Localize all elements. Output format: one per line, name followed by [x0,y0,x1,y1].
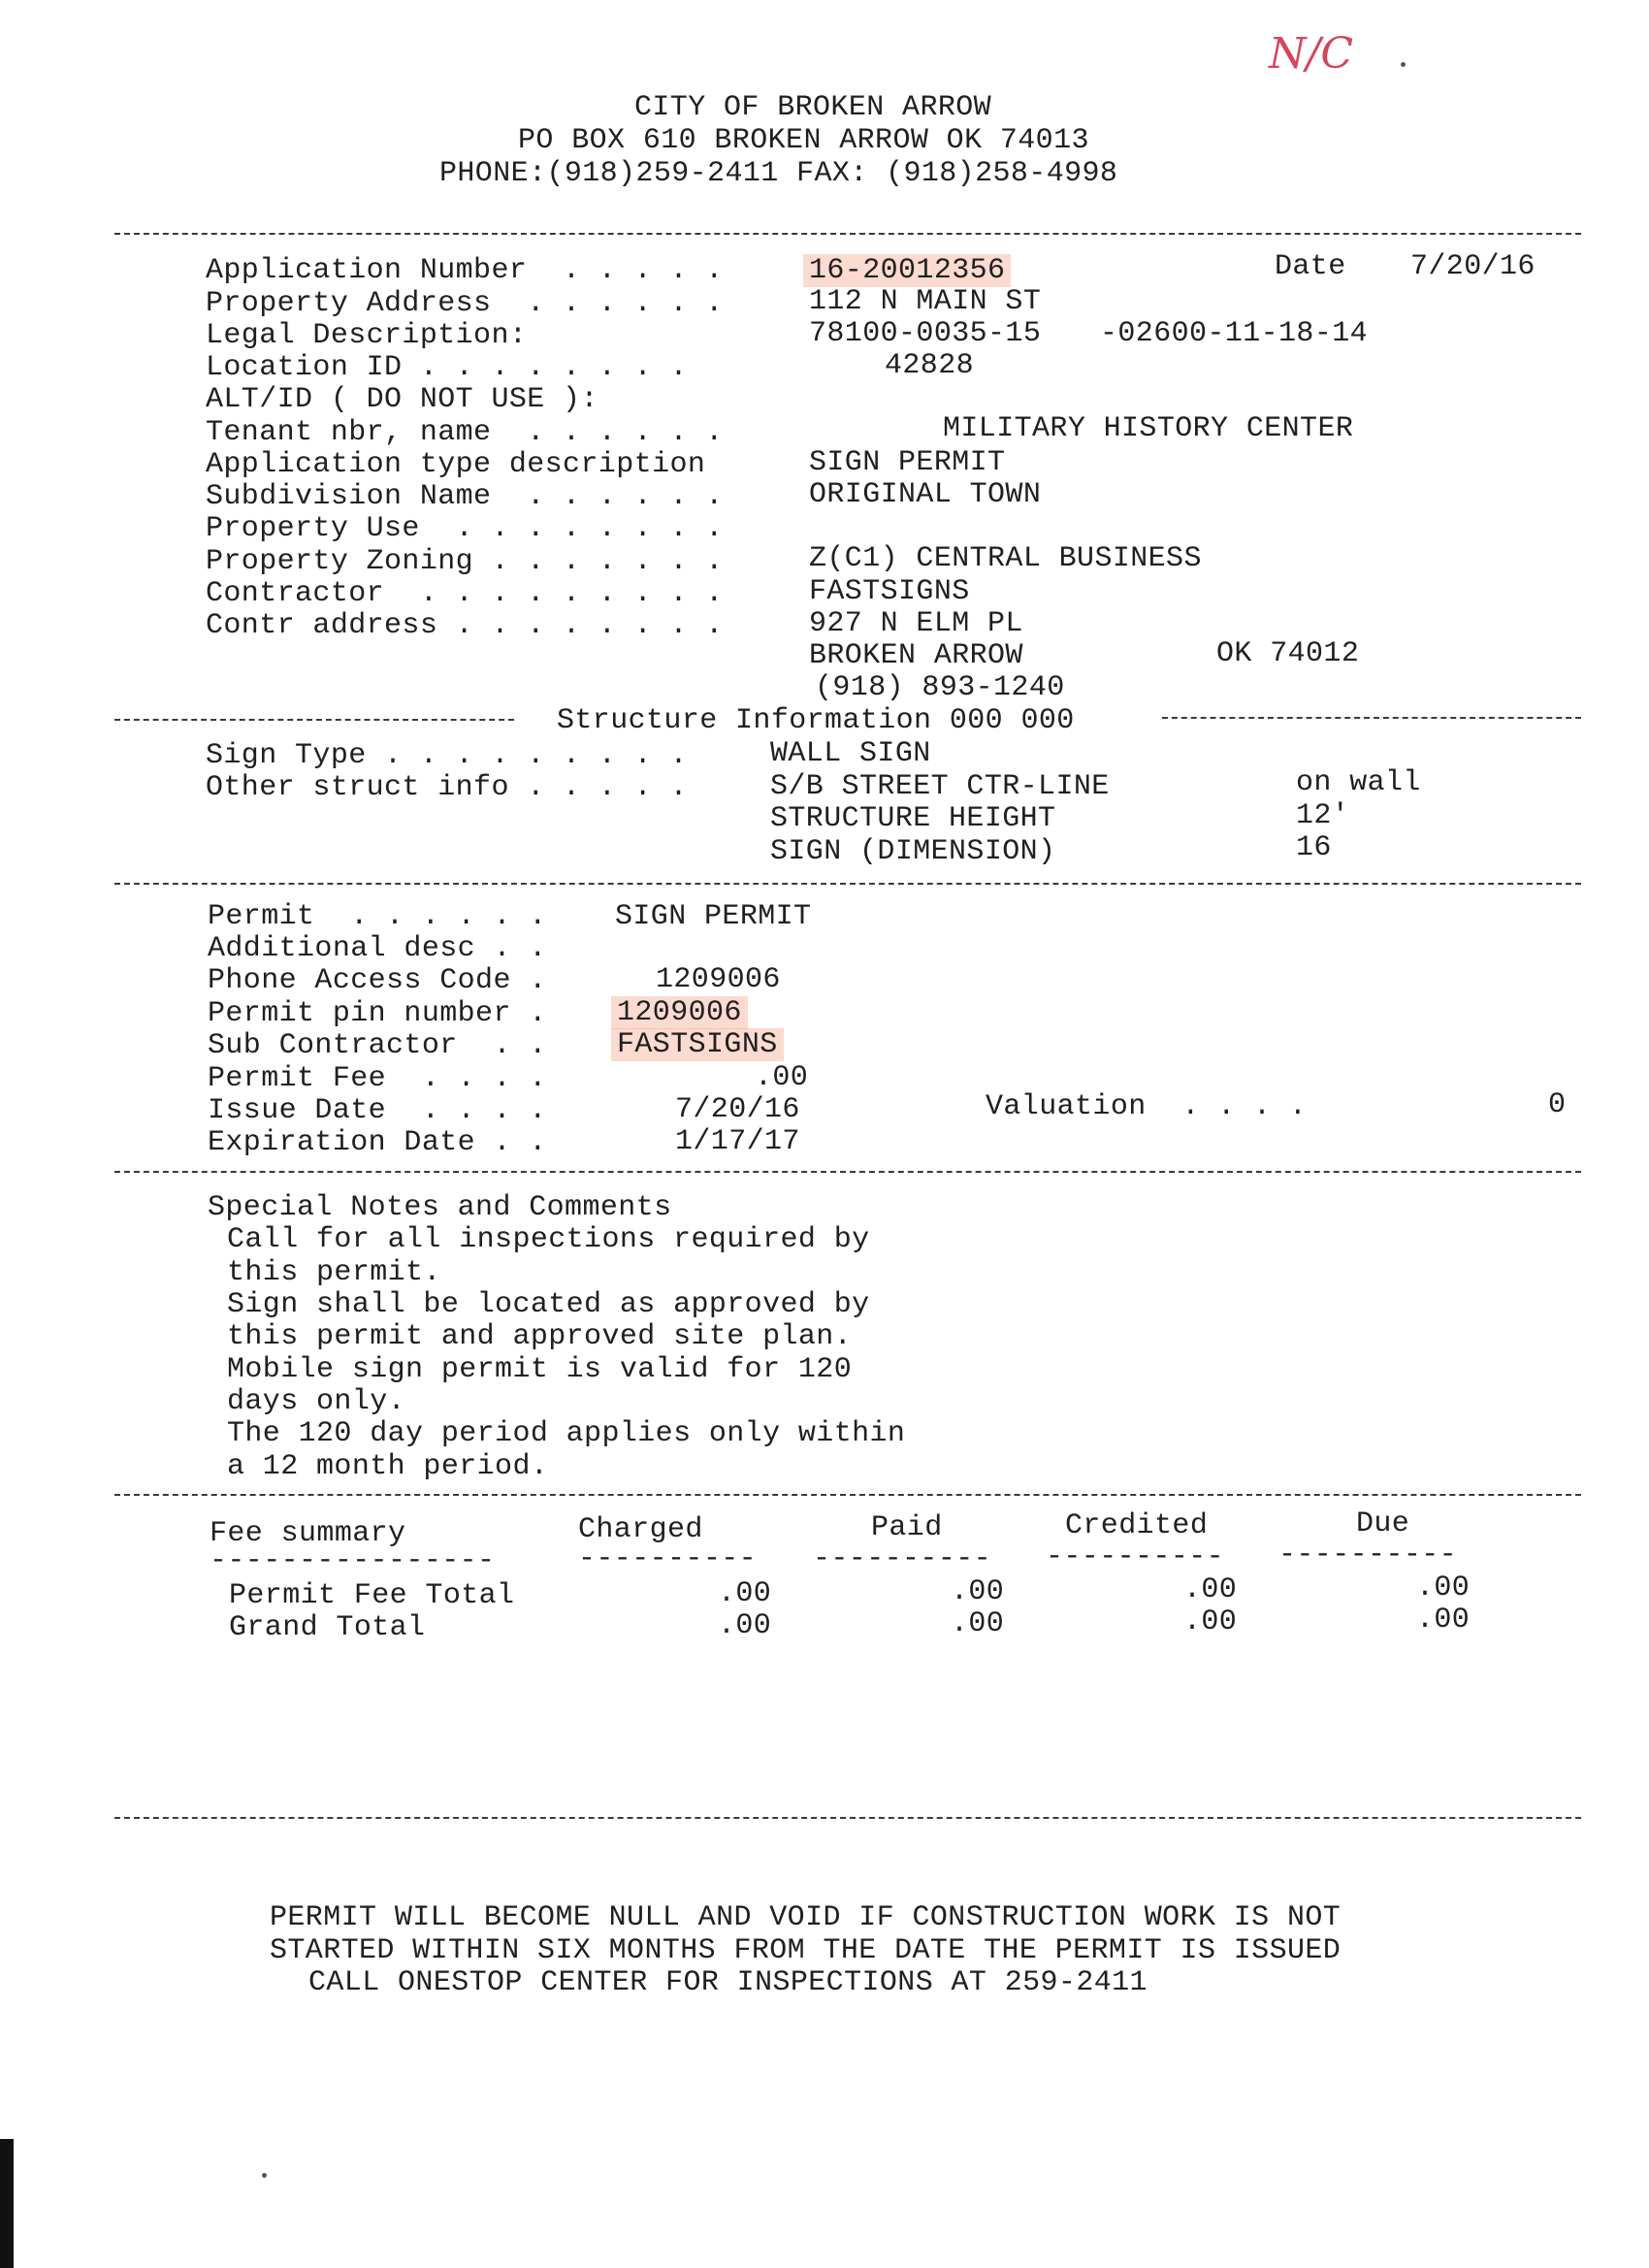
section-divider-right [1162,717,1581,719]
footer-warning-1: PERMIT WILL BECOME NULL AND VOID IF CONSTRUCTION WORK IS NOT [270,1901,1342,1934]
struct-row-value: 12' [1296,799,1350,832]
structure-heading: Structure Information 000 000 [557,704,1075,737]
fee-col-summary: Fee summary [210,1517,406,1550]
fee-col-credited: Credited [1065,1509,1209,1542]
section-divider [114,233,1581,235]
fee-row-due: .00 [1416,1571,1471,1604]
zoning-value: Z(C1) CENTRAL BUSINESS [809,542,1202,575]
contractor-label: Contractor . . . . . . . . . [206,577,724,610]
additional-desc-label: Additional desc . . [208,932,547,965]
note-line: Mobile sign permit is valid for 120 [227,1353,853,1386]
phone-access-code-label: Phone Access Code . [208,964,547,997]
issue-date-label: Issue Date . . . . [208,1094,547,1127]
section-divider [114,1171,1581,1173]
permit-pin-label: Permit pin number . [208,997,547,1030]
legal-desc-value-2: -02600-11-18-14 [1100,317,1369,350]
contr-address-state: OK 74012 [1216,637,1360,670]
permit-label: Permit . . . . . . [208,900,547,933]
fee-row-charged: .00 [718,1609,772,1642]
fee-row-credited: .00 [1183,1573,1238,1606]
header-city: CITY OF BROKEN ARROW [634,91,992,124]
subdivision-value: ORIGINAL TOWN [809,478,1042,511]
fee-row-credited: .00 [1183,1605,1238,1638]
permit-fee-value: .00 [755,1061,809,1094]
phone-access-code-value: 1209006 [656,963,781,996]
scan-speck [262,2173,267,2178]
fee-col-charged: Charged [578,1513,703,1546]
date-label: Date [1275,250,1346,283]
handwritten-nc-mark: N/C [1269,29,1353,79]
zoning-label: Property Zoning . . . . . . . [206,545,724,578]
fee-row-label: Grand Total [229,1611,426,1644]
contr-address-city: BROKEN ARROW [809,639,1023,672]
note-line: Sign shall be located as approved by [227,1288,870,1321]
fee-underline: ---------- [578,1542,758,1575]
fee-row-paid: .00 [951,1607,1005,1640]
struct-row-value: 16 [1296,831,1332,864]
permit-fee-label: Permit Fee . . . . [208,1062,547,1095]
valuation-label: Valuation . . . . [986,1090,1308,1123]
fee-row-paid: .00 [951,1575,1005,1608]
fee-col-due: Due [1356,1507,1410,1540]
expiration-date-label: Expiration Date . . [208,1126,547,1159]
fee-underline: ---------- [1278,1539,1458,1571]
issue-date-value: 7/20/16 [675,1093,800,1126]
note-line: The 120 day period applies only within [227,1417,906,1450]
header-phone-fax: PHONE:(918)259-2411 FAX: (918)258-4998 [439,157,1118,190]
scan-speck [1401,62,1406,67]
contr-address-label: Contr address . . . . . . . . [206,609,724,642]
fee-col-paid: Paid [871,1511,943,1544]
note-line: Call for all inspections required by [227,1223,870,1256]
sign-type-value: WALL SIGN [770,737,931,770]
fee-underline: ---------- [1046,1540,1225,1573]
date-value: 7/20/16 [1410,250,1536,283]
fee-row-due: .00 [1416,1604,1471,1636]
footer-inspections: CALL ONESTOP CENTER FOR INSPECTIONS AT 259-2411 [308,1966,1148,1999]
app-number-value: 16-20012356 [803,254,1011,287]
fee-row-charged: .00 [718,1577,772,1610]
contractor-value: FASTSIGNS [809,575,970,608]
note-line: this permit. [227,1256,441,1289]
tenant-label: Tenant nbr, name . . . . . . [206,416,724,449]
location-id-value: 42828 [885,349,975,382]
struct-row-value: on wall [1296,766,1421,799]
property-address-value: 112 N MAIN ST [809,285,1042,318]
permit-value: SIGN PERMIT [615,900,812,933]
note-line: days only. [227,1385,406,1418]
contr-address-street: 927 N ELM PL [809,607,1023,640]
app-type-value: SIGN PERMIT [809,446,1006,479]
scan-edge [0,2139,14,2268]
property-use-label: Property Use . . . . . . . . [206,512,724,545]
fee-row-label: Permit Fee Total [229,1579,515,1612]
header-address: PO BOX 610 BROKEN ARROW OK 74013 [518,124,1089,157]
note-line: a 12 month period. [227,1450,549,1483]
footer-warning-2: STARTED WITHIN SIX MONTHS FROM THE DATE THE PERMIT IS ISSUED [270,1934,1342,1967]
alt-id-label: ALT/ID ( DO NOT USE ): [206,383,598,416]
subdivision-label: Subdivision Name . . . . . . [206,480,724,513]
contr-phone: (918) 893-1240 [815,671,1065,704]
valuation-value: 0 [1548,1088,1567,1121]
location-id-label: Location ID . . . . . . . . [206,351,688,384]
note-line: this permit and approved site plan. [227,1320,853,1353]
section-divider [114,883,1581,885]
sub-contractor-value: FASTSIGNS [611,1028,784,1061]
section-divider [114,1817,1581,1819]
app-number-label: Application Number . . . . . [206,254,724,287]
section-divider [114,1494,1581,1496]
property-address-label: Property Address . . . . . . [206,287,724,320]
app-type-label: Application type description [206,448,706,481]
sub-contractor-label: Sub Contractor . . [208,1029,547,1062]
other-struct-label: Other struct info . . . . . [206,771,688,804]
permit-pin-value: 1209006 [611,996,748,1029]
legal-desc-label: Legal Description: [206,319,528,352]
fee-underline: ---------------- [210,1544,496,1577]
notes-heading: Special Notes and Comments [208,1191,672,1224]
struct-row-name: SIGN (DIMENSION) [770,835,1056,868]
struct-row-name: STRUCTURE HEIGHT [770,802,1056,835]
fee-underline: ---------- [813,1542,992,1575]
legal-desc-value-1: 78100-0035-15 [809,317,1042,350]
struct-row-name: S/B STREET CTR-LINE [770,770,1110,803]
tenant-value: MILITARY HISTORY CENTER [943,412,1354,445]
sign-type-label: Sign Type . . . . . . . . . [206,739,688,772]
section-divider-left [114,719,514,721]
expiration-date-value: 1/17/17 [675,1125,800,1158]
